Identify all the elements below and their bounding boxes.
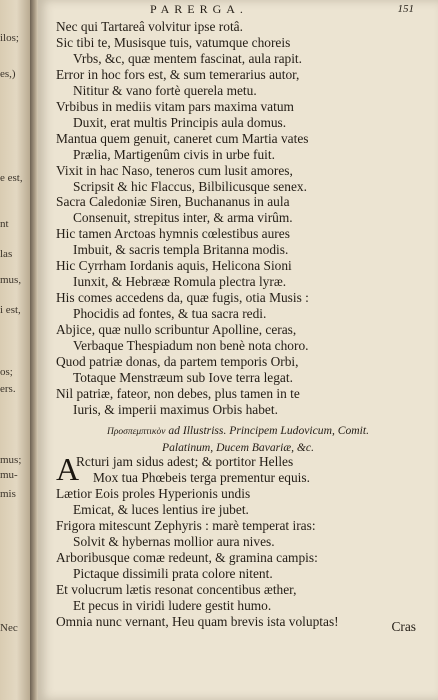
verse-line: Error in hoc fors est, & sum temerarius autor, [56,66,300,82]
verse-line: Quod patriæ donas, da partem temporis Orbi, [56,354,299,370]
verse-line: Mox tua Phœbeis terga prementur equis. [93,469,310,485]
catchword: Cras [391,619,416,634]
verse-line: Sic tibi te, Musisque tuis, vatumque choreis [56,34,291,50]
verse-line: Totaque Menstræum sub Iove terra legat. [73,369,293,385]
left-page-fragment: mus, [0,274,22,286]
verse-line: Consenuit, strepitus inter, & arma virûm. [73,210,293,226]
left-page-fragment: e est, [0,172,23,184]
verse-line: Emicat, & luces lentius ire jubet. [73,501,249,517]
heading-greek-word: Προσπεμπτικὸν [107,427,166,437]
verse-line: Hic Cyrrham Iordanis aquis, Helicona Sioni [56,258,292,274]
verse-line: Et volucrum lætis resonat concentibus æther, [56,581,297,597]
left-page-fragment: es,) [0,68,16,80]
verse-line: Abjice, quæ nullo scribuntur Apolline, ceras, [56,322,297,338]
verse-line: Duxit, erat multis Principis aula domus. [73,114,287,130]
poem-heading [52,423,424,456]
verse-line: Rcturi jam sidus adest; & portitor Helles [76,454,294,469]
verse-line: Solvit & hybernas mollior aura nives. [73,533,275,549]
verse-line: Omnia nunc vernant, Heu quam brevis ista voluptas! [56,613,339,629]
verse-line: Vixit in hac Naso, teneros cum lusit amores, [56,162,293,178]
verse-line: Vrbibus in mediis vitam pars maxima vatum [56,98,294,114]
verse-line: Nil patriæ, fateor, non debes, plus tamen in te [56,385,300,401]
page-number: 151 [397,3,414,15]
heading-dedication-line-2: Palatinum, Ducem Bavariæ, &c. [162,441,314,454]
verse-line: Iunxit, & Hebrææ Romula plectra lyræ. [73,274,287,290]
left-page-edge [0,0,30,700]
verse-line: Vrbs, &c, quæ mentem fascinat, aula rapit. [73,50,303,66]
left-page-fragment: nt [0,218,9,230]
verse-line: Et pecus in viridi ludere gestit humo. [73,597,272,613]
verse-line: Nec qui Tartareâ volvitur ipse rotâ. [56,19,243,34]
verse-line: Prælia, Martigenûm civis in urbe fuit. [73,146,275,162]
verse-line: Sacra Caledoniæ Siren, Buchananus in aula [56,194,290,210]
left-page-fragment: ilos; [0,32,19,44]
verse-line: Imbuit, & sacris templa Britanna modis. [73,242,289,258]
verse-line: Nititur & vano fortè querela metu. [73,82,257,98]
verse-line: Lætior Eois proles Hyperionis undis [56,485,251,501]
verse-line: Mantua quem genuit, caneret cum Martia vates [56,130,309,146]
poem-verses [56,19,309,418]
verse-line: Verbaque Thespiadum non benè nota choro. [73,338,309,354]
verse-line: His comes accedens da, quæ fugis, otia Musis : [56,290,309,306]
left-page-fragment: mus; [0,454,22,466]
left-page-fragment: os; [0,366,13,378]
left-page-fragment: ers. [0,383,16,395]
book-gutter [30,0,38,700]
verse-line: Iuris, & imperii maximus Orbis habet. [73,401,278,417]
running-head: PARERGA. [150,2,248,16]
heading-dedication-line-1: ad Illustriss. Principem Ludovicum, Comit. [168,424,369,437]
verse-line: Arboribusque comæ redeunt, & gramina campis: [56,549,318,565]
book-page [38,0,438,700]
verse-line: Phocidis ad fontes, & tua sacra redi. [73,306,267,322]
verse-line: Hic tamen Arctoas hymnis cœlestibus aures [56,226,290,242]
left-page-fragment: i est, [0,304,21,316]
left-page-fragment: mis [0,488,16,500]
second-poem [56,451,426,629]
left-page-fragment: Nec [0,622,18,634]
drop-capital: A [56,451,80,487]
verse-line: Pictaque dissimili prata colore nitent. [73,565,273,581]
verse-line: Scripsit & hic Flaccus, Bilbilicusque senex. [73,178,307,194]
left-page-fragment: mu- [0,469,18,481]
verse-line: Frigora mitescunt Zephyris : marè temperat iras: [56,517,316,533]
left-page-fragment: las [0,248,13,260]
